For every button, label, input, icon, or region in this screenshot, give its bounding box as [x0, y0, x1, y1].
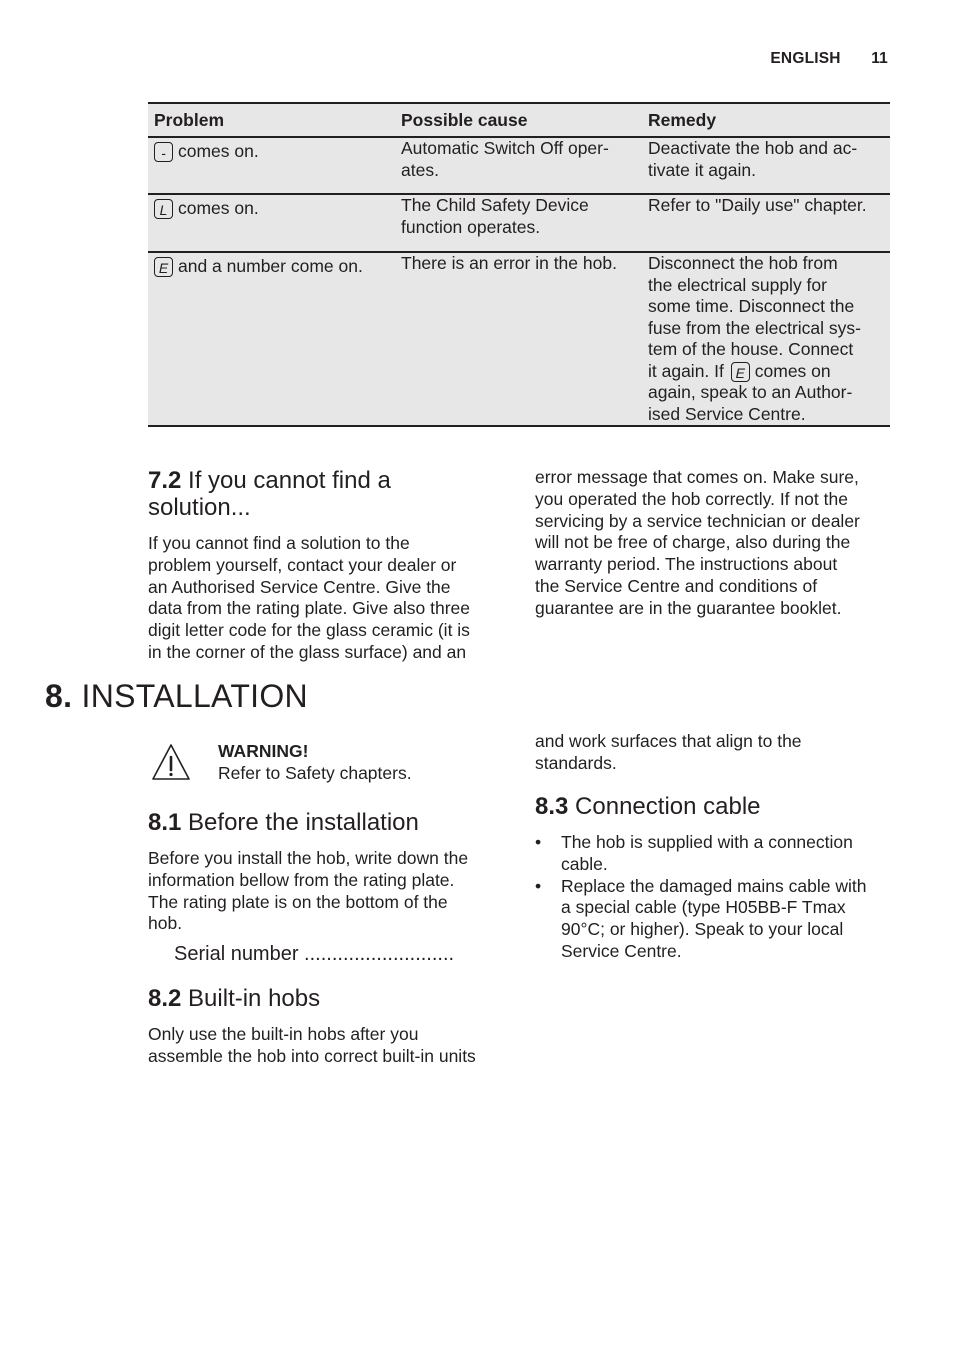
chapter-heading: 8. INSTALLATION: [45, 678, 308, 714]
problem-cell: [148, 252, 395, 426]
section-8-3: [535, 793, 905, 963]
section-heading: 8.1 Before the installation: [148, 809, 419, 836]
cause-cell: Automatic Switch Off oper- ates.: [395, 137, 642, 194]
list-item: • The hob is supplied with a connection cable.: [535, 832, 905, 876]
section-7-2-continued: [535, 467, 895, 620]
display-symbol-icon: E: [731, 362, 750, 382]
serial-number-line: Serial number ...........................: [174, 943, 455, 966]
table-row: [148, 137, 890, 194]
section-body: If you cannot find a solution to the problem yourself, contact your dealer or an Authorised Service Centre. Give the data from the rating plate. Give also three digit letter code for the glass ceramic (it is in the corner of the glass surface) and an: [148, 533, 470, 662]
problem-cell: [148, 137, 395, 194]
remedy-text-after: comes on again, speak to an Author- ised Service Centre.: [648, 360, 853, 424]
warning-triangle-icon: [150, 742, 192, 782]
troubleshooting-table: [148, 102, 890, 427]
section-8-1: [148, 809, 508, 966]
problem-text: and a number come on.: [178, 256, 363, 276]
section-body: Only use the built-in hobs after you assemble the hob into correct built-in units: [148, 1024, 476, 1066]
language-label: ENGLISH: [770, 50, 841, 67]
column-header-cause: Possible cause: [395, 103, 642, 137]
cause-cell: The Child Safety Device function operates.: [395, 194, 642, 252]
display-symbol-icon: -: [154, 142, 173, 162]
warning-block: [218, 741, 518, 785]
section-heading: 8.3 Connection cable: [535, 793, 761, 820]
remedy-cell: Deactivate the hob and ac- tivate it again.: [642, 137, 890, 194]
table-row: [148, 252, 890, 426]
problem-text: comes on.: [178, 141, 259, 161]
table-header-row: [148, 103, 890, 137]
section-body: Before you install the hob, write down the information bellow from the rating plate. The rating plate is on the bottom of the hob.: [148, 848, 469, 934]
cause-cell: There is an error in the hob.: [395, 252, 642, 426]
list-item: • Replace the damaged mains cable with a special cable (type H05BB-F Tmax 90°C; or higher). Speak to your local Service Centre.: [535, 876, 905, 963]
page-header: [770, 50, 888, 68]
display-symbol-icon: E: [154, 257, 173, 277]
remedy-text-before: Disconnect the hob from the electrical supply for some time. Disconnect the fuse from the electrical sys- tem of the house. Connect it again. If: [648, 253, 861, 381]
bullet-list: [535, 832, 905, 963]
problem-text: comes on.: [178, 198, 259, 218]
remedy-cell: [642, 252, 890, 426]
section-heading: 7.2 If you cannot find a solution...: [148, 467, 391, 521]
section-body: and work surfaces that align to the standards.: [535, 731, 802, 773]
remedy-cell: Refer to "Daily use" chapter.: [642, 194, 890, 252]
section-body: error message that comes on. Make sure, you operated the hob correctly. If not the servicing by a service technician or dealer will not be free of charge, also during the warranty period. The instructions about the Service Centre and conditions of guarantee are in the guarantee booklet.: [535, 467, 860, 618]
section-7-2: [148, 467, 508, 664]
section-8-2: [148, 985, 518, 1068]
page-number: 11: [871, 50, 888, 67]
table-row: [148, 194, 890, 252]
section-8-2-continued: [535, 731, 895, 775]
display-symbol-icon: L: [154, 199, 173, 219]
column-header-remedy: Remedy: [642, 103, 890, 137]
section-heading: 8.2 Built-in hobs: [148, 985, 321, 1012]
warning-text: Refer to Safety chapters.: [218, 762, 412, 783]
column-header-problem: Problem: [148, 103, 395, 137]
warning-title: WARNING!: [218, 741, 309, 761]
problem-cell: [148, 194, 395, 252]
